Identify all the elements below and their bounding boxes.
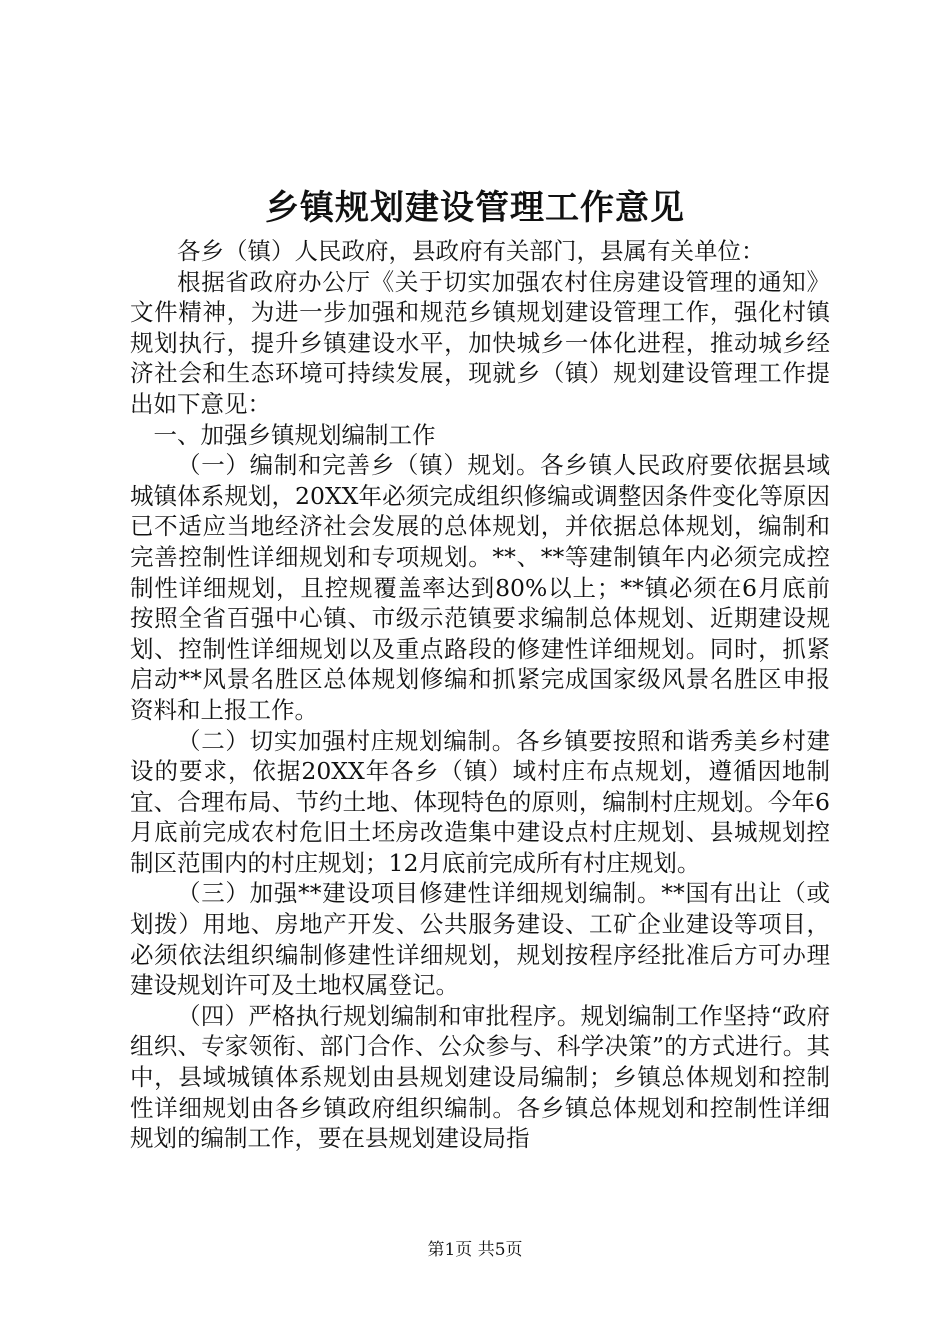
- page-footer: 第1页 共5页: [427, 1240, 523, 1260]
- document-body: [130, 236, 830, 1154]
- salutation-paragraph: 各乡（镇）人民政府，县政府有关部门，县属有关单位：: [177, 237, 765, 265]
- document-title: 乡镇规划建设管理工作意见: [265, 188, 685, 228]
- item-paragraph-3: （三）加强**建设项目修建性详细规划编制。**国有出让（或划拨）用地、房地产开发、公共服务建设、工矿企业建设等项目，必须依法组织编制修建性详细规划，规划按程序经批准后方可办理建设规划许可及土地权属登记。: [130, 879, 830, 1000]
- section-heading: 一、加强乡镇规划编制工作: [153, 420, 436, 449]
- item-paragraph-2: （二）切实加强村庄规划编制。各乡镇要按照和谐秀美乡村建设的要求，依据20XX年各乡（镇）域村庄布点规划，遵循因地制宜、合理布局、节约土地、体现特色的原则，编制村庄规划。今年6月底前完成农村危旧土坯房改造集中建设点村庄规划、县城规划控制区范围内的村庄规划；12月底前完成所有村庄规划。: [130, 726, 830, 877]
- item-paragraph-1: （一）编制和完善乡（镇）规划。各乡镇人民政府要依据县域城镇体系规划，20XX年必须完成组织修编或调整因条件变化等原因已不适应当地经济社会发展的总体规划，并依据总体规划，编制和完善控制性详细规划和专项规划。**、**等建制镇年内必须完成控制性详细规划，且控规覆盖率达到80%以上；**镇必须在6月底前按照全省百强中心镇、市级示范镇要求编制总体规划、近期建设规划、控制性详细规划以及重点路段的修建性详细规划。同时，抓紧启动**风景名胜区总体规划修编和抓紧完成国家级风景名胜区申报资料和上报工作。: [130, 451, 830, 724]
- intro-paragraph: 根据省政府办公厅《关于切实加强农村住房建设管理的通知》文件精神，为进一步加强和规范乡镇规划建设管理工作，强化村镇规划执行，提升乡镇建设水平，加快城乡一体化进程，推动城乡经济社会和生态环境可持续发展，现就乡（镇）规划建设管理工作提出如下意见：: [130, 267, 830, 418]
- item-paragraph-4: （四）严格执行规划编制和审批程序。规划编制工作坚持“政府组织、专家领衔、部门合作、公众参与、科学决策”的方式进行。其中，县域城镇体系规划由县规划建设局编制；乡镇总体规划和控制性详细规划由各乡镇政府组织编制。各乡镇总体规划和控制性详细规划的编制工作，要在县规划建设局指: [130, 1001, 830, 1153]
